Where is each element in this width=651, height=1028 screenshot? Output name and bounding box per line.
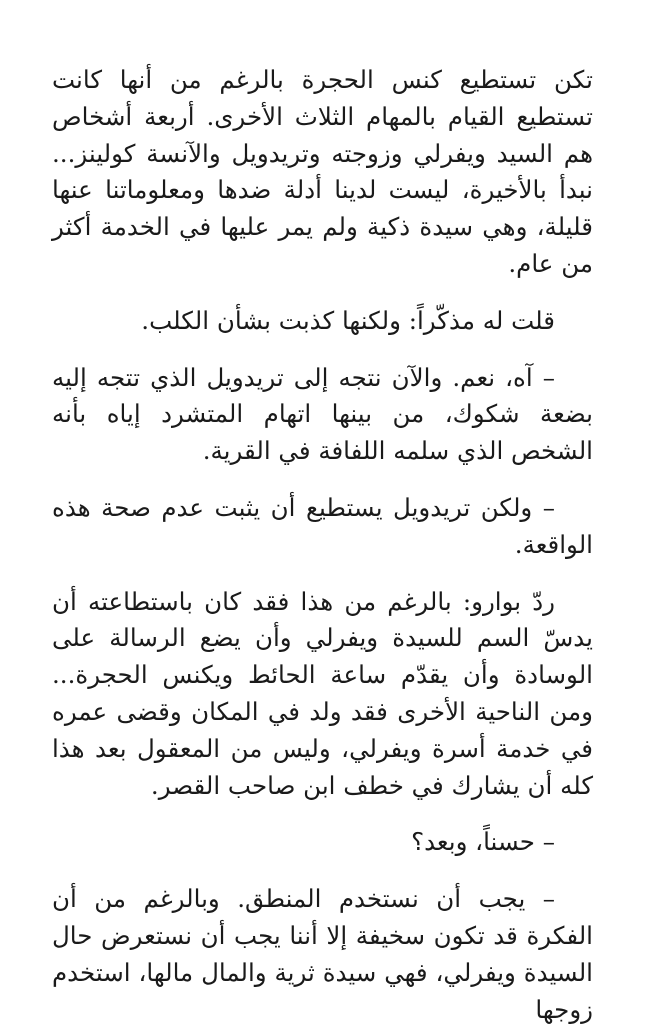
- paragraph-6: – حسناً، وبعد؟: [411, 827, 555, 857]
- paragraph-5: ردّ بوارو: بالرغم من هذا فقد كان باستطاعته أن يدسّ السم للسيدة ويفرلي وأن يضع الرسالة على الوسادة وأن يقدّم ساعة الحائط ويكنس الحجرة... ومن الناحية الأخرى فقد ولد في المكان وقضى عمره في خدمة أسرة ويفرلي، وليس من المعقول بعد هذا كله أن يشارك في خطف ابن صاحب القصر.: [52, 586, 593, 800]
- paragraph-7: – يجب أن نستخدم المنطق. وبالرغم من أن الفكرة قد تكون سخيفة إلا أننا يجب أن نستعرض حال السيدة ويفرلي، فهي سيدة ثرية والمال مالها، استخدم زوجها: [52, 884, 593, 1024]
- paragraph-4: – ولكن تريدويل يستطيع أن يثبت عدم صحة هذه الواقعة.: [52, 492, 593, 559]
- paragraph-2: قلت له مذكّراً: ولكنها كذبت بشأن الكلب.: [141, 305, 555, 335]
- paragraph-1: تكن تستطيع كنس الحجرة بالرغم من أنها كانت تستطيع القيام بالمهام الثلاث الأخرى. أربعة أشخاص هم السيد ويفرلي وزوجته وتريدويل والآنسة كولينز... نبدأ بالأخيرة، ليست لدينا أدلة ضدها ومعلوماتنا عنها قليلة، وهي سيدة ذكية ولم يمر عليها في الخدمة أكثر من عام.: [52, 65, 593, 278]
- paragraph-3: – آه، نعم. والآن نتجه إلى تريدويل الذي تتجه إليه بضعة شكوك، من بينها اتهام المتشرد إياه بأنه الشخص الذي سلمه اللفافة في القرية.: [52, 362, 593, 466]
